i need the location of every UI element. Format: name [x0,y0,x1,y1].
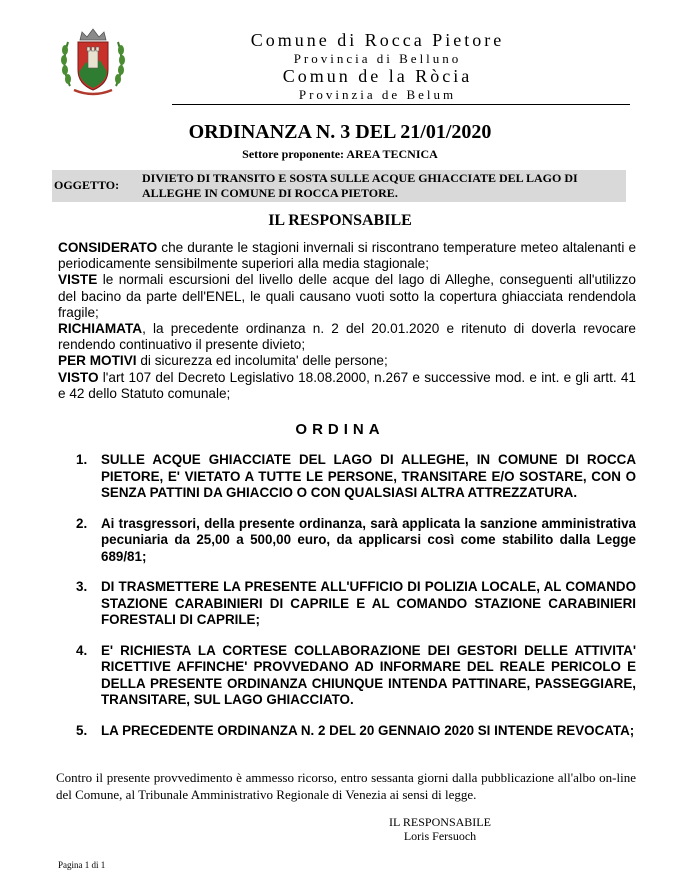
premise-text: di sicurezza ed incolumita' delle persone; [136,353,388,369]
header-divider [172,104,630,105]
order-item [76,516,636,566]
page-number: Pagina 1 di 1 [58,860,106,870]
order-number: 5. [76,722,88,738]
premise-paragraph [58,272,636,321]
premise-lead: CONSIDERATO [58,240,158,255]
premise-lead: VISTO [58,369,99,385]
province-name: Provincia di Belluno [293,51,462,66]
signature-role: IL RESPONSABILE [389,815,491,829]
premise-paragraph [58,321,636,353]
appeal-notice: Contro il presente provvedimento è ammesso ricorso, entro sessanta giorni dalla pubblicazione all'albo on-line del Comune, al Tribunale Amministrativo Regionale di Venezia ai sensi di legge. [56,770,636,802]
authority-heading: IL RESPONSABILE [268,212,412,229]
order-number: 4. [76,642,88,658]
signature-block [340,815,540,843]
order-item [76,579,636,629]
coat-of-arms-icon [58,26,128,100]
province-name-ladin: Provinzia de Belum [298,87,457,102]
premise-lead: RICHIAMATA [58,321,143,337]
orders-list [76,452,636,753]
order-number: 3. [76,579,88,594]
premise-lead: PER MOTIVI [58,353,137,369]
premise-paragraph [58,240,636,272]
municipality-name-ladin: Comun de la Ròcia [282,66,473,86]
premise-paragraph [58,353,636,369]
ordina-heading: ORDINA [295,421,385,438]
order-text: DI TRASMETTERE LA PRESENTE ALL'UFFICIO DI POLIZIA LOCALE, AL COMANDO STAZIONE CARABINIERI DI CAPRILE E AL COMANDO STAZIONE CARABINIERI FORESTALI DI CAPRILE; [101,579,636,627]
municipality-name: Comune di Rocca Pietore [250,30,505,50]
order-number: 2. [76,515,88,531]
order-item [76,643,636,709]
premises-section [58,240,636,402]
order-text: E' RICHIESTA LA CORTESE COLLABORAZIONE DEI GESTORI DELLE ATTIVITA' RICETTIVE AFFINCHE' PROVVEDANO AD INFORMARE DEL REALE PERICOLO E DELLA PRESENTE ORDINANZA CHIUNQUE INTENDA PATTINARE, PASSEGGIARE, TRANSITARE, SUL LAGO GHIACCIATO. [101,642,636,707]
ordinance-title: ORDINANZA N. 3 DEL 21/01/2020 [188,121,492,143]
premise-paragraph [58,370,636,402]
order-number: 1. [76,452,88,467]
subject-text: DIVIETO DI TRANSITO E SOSTA SULLE ACQUE GHIACCIATE DEL LAGO DI ALLEGHE IN COMUNE DI ROCCA PIETORE. [142,171,578,200]
order-text: Ai trasgressori, della presente ordinanza, sarà applicata la sanzione amministrativa pecuniaria da 25,00 a 500,00 euro, da applicarsi così come stabilito dalla Legge 689/81; [101,515,636,564]
subject-label: OGGETTO: [54,178,120,192]
premise-text: che durante le stagioni invernali si riscontrano temperature meteo altalenanti e periodicamente sensibilmente superiori alla media stagionale; [58,240,636,272]
proposing-sector: Settore proponente: AREA TECNICA [242,147,438,161]
premise-text: le normali escursioni del livello delle acque del lago di Alleghe, conseguenti all'utilizzo del bacino da parte dell'ENEL, le quali causano vuoti sotto la copertura ghiacciata rendendola fragile; [58,272,636,320]
premise-text: , la precedente ordinanza n. 2 del 20.01.2020 e ritenuto di doverla revocare rendendo continuativo il presente divieto; [58,321,636,353]
premise-lead: VISTE [58,272,98,288]
premise-text: l'art 107 del Decreto Legislativo 18.08.2000, n.267 e successive mod. e int. e gli artt. 41 e 42 dello Statuto comunale; [58,369,636,401]
order-item [76,723,636,740]
order-text: LA PRECEDENTE ORDINANZA N. 2 DEL 20 GENNAIO 2020 SI INTENDE REVOCATA; [101,722,635,738]
signature-name: Loris Fersuoch [403,829,477,843]
order-item [76,452,636,502]
order-text: SULLE ACQUE GHIACCIATE DEL LAGO DI ALLEGHE, IN COMUNE DI ROCCA PIETORE, E' VIETATO A TUTTE LE PERSONE, TRANSITARE E/O SOSTARE, CON O SENZA PATTINI DA GHIACCIO O CON QUALSIASI ALTRA ATTREZZATURA. [101,452,636,500]
subject-box [52,170,626,202]
